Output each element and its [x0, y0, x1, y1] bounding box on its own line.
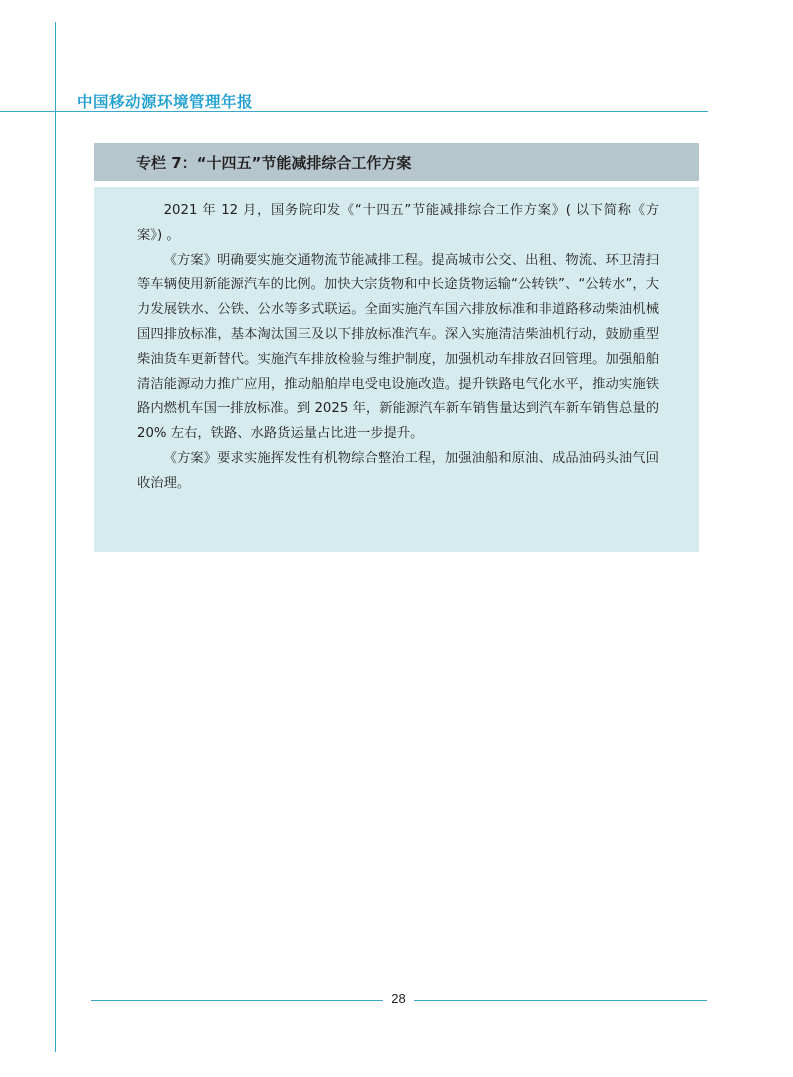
- footer-rule-right: [414, 1000, 707, 1001]
- sidebar-box-text: [137, 199, 659, 497]
- sidebar-box-title: 专栏 7：“十四五”节能减排综合工作方案: [136, 154, 412, 172]
- page-number: 28: [391, 991, 406, 1006]
- sidebar-box-header: [94, 143, 699, 181]
- header-rule: [0, 111, 708, 112]
- paragraph-3: 《方案》要求实施挥发性有机物综合整治工程，加强油船和原油、成品油码头油气回收治理。: [137, 450, 659, 491]
- running-header-title: 中国移动源环境管理年报: [77, 93, 254, 111]
- footer-rule-left: [91, 1000, 383, 1001]
- paragraph-1: 2021 年 12 月，国务院印发《“十四五”节能减排综合工作方案》( 以下简称《方案》) 。: [137, 203, 659, 243]
- left-margin-rule: [55, 22, 56, 1052]
- sidebar-box-body: [94, 187, 699, 552]
- paragraph-2: 《方案》明确要实施交通物流节能减排工程。提高城市公交、出租、物流、环卫清扫等车辆使用新能源汽车的比例。加快大宗货物和中长途货物运输“公转铁”、“公转水”，大力发展铁水、公铁、公水等多式联运。全面实施汽车国六排放标准和非道路移动柴油机械国四排放标准，基本淘汰国三及以下排放标准汽车。深入实施清洁柴油机行动，鼓励重型柴油货车更新替代。实施汽车排放检验与维护制度，加强机动车排放召回管理。加强船舶清洁能源动力推广应用，推动船舶岸电受电设施改造。提升铁路电气化水平，推动实施铁路内燃机车国一排放标准。到 2025 年，新能源汽车新车销售量达到汽车新车销售总量的 20% 左右，铁路、水路货运量占比进一步提升。: [137, 252, 659, 442]
